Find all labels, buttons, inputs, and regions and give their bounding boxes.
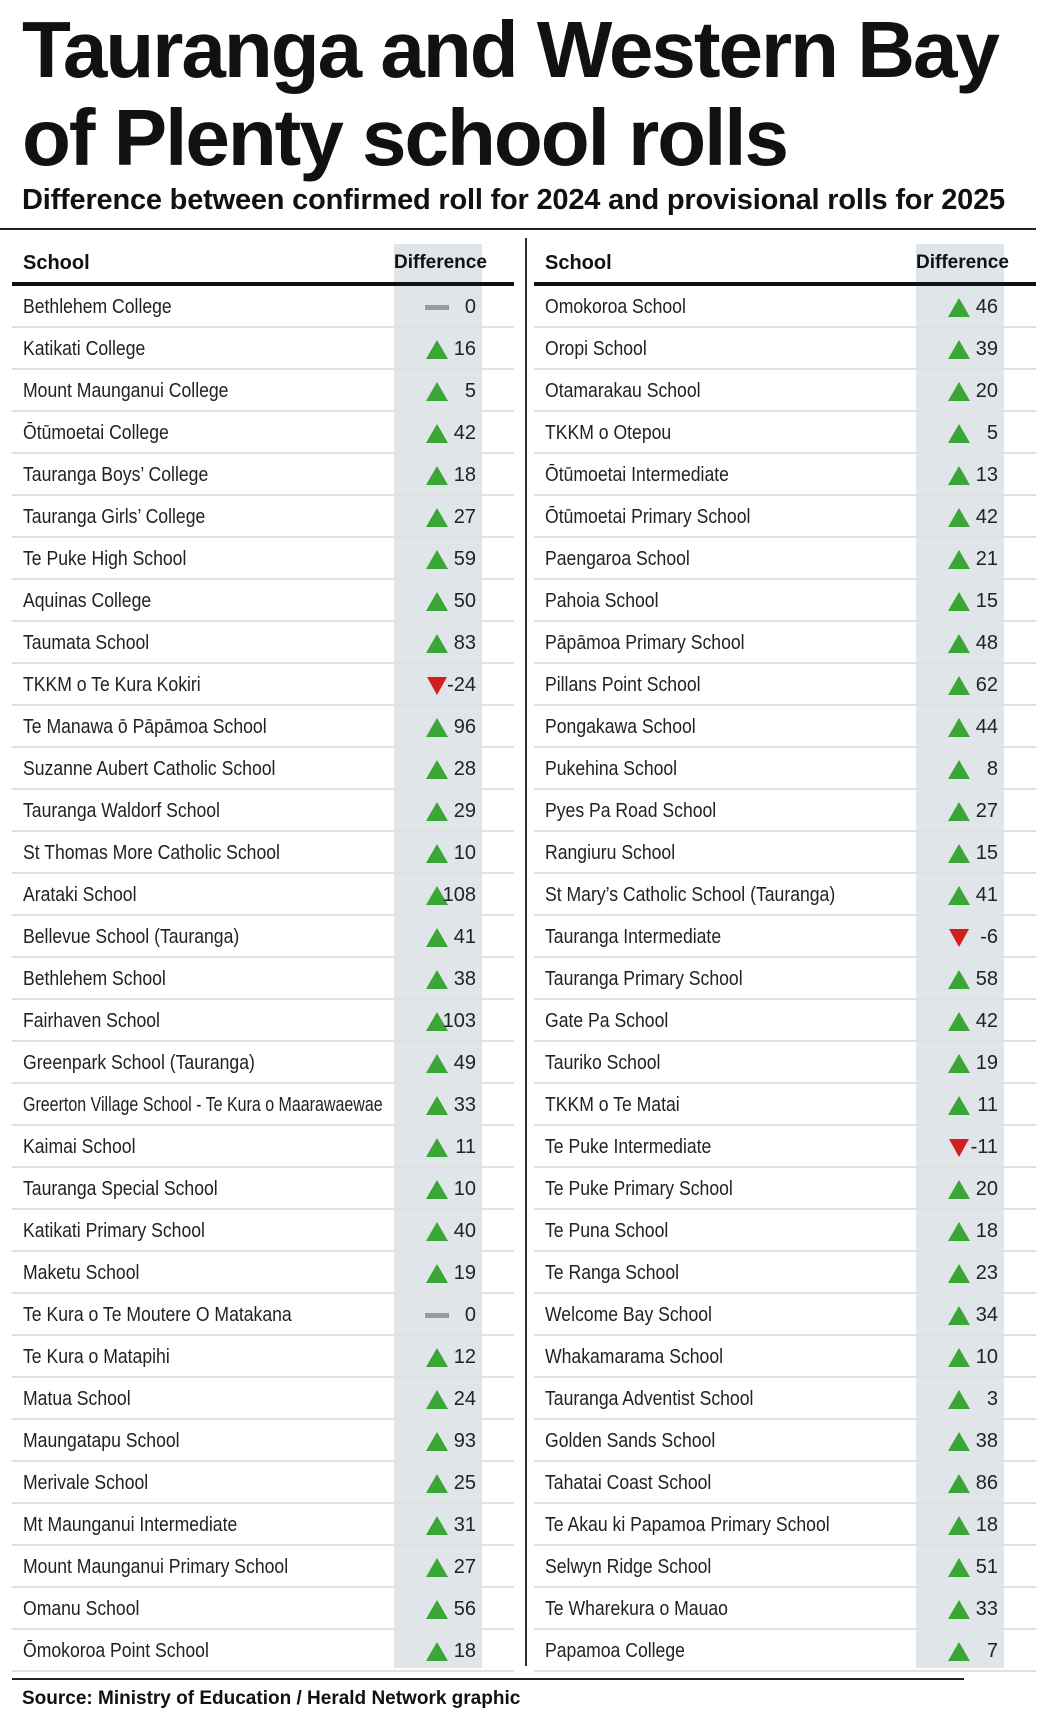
- triangle-up-icon: [425, 1222, 449, 1242]
- school-name: Tahatai Coast School: [545, 1472, 712, 1494]
- school-name: Te Manawa ō Pāpāmoa School: [23, 716, 267, 738]
- school-name: Ōtūmoetai Primary School: [545, 506, 751, 528]
- school-name: Maketu School: [23, 1262, 140, 1284]
- triangle-up-icon: [425, 844, 449, 864]
- difference-value: 0: [464, 1304, 476, 1326]
- triangle-up-icon: [425, 1600, 449, 1620]
- difference-value: 11: [455, 1136, 476, 1158]
- triangle-up-icon: [425, 928, 449, 948]
- table-rows-right: [534, 286, 1036, 1672]
- school-name: Suzanne Aubert Catholic School: [23, 758, 276, 780]
- school-name: Papamoa College: [545, 1640, 685, 1662]
- triangle-up-icon: [947, 676, 971, 696]
- triangle-up-icon: [425, 550, 449, 570]
- triangle-up-icon: [947, 802, 971, 822]
- difference-value: 62: [975, 674, 998, 696]
- table-row: [12, 580, 514, 622]
- difference-value: 11: [977, 1094, 998, 1116]
- school-name: Tauranga Primary School: [545, 968, 743, 990]
- school-name: Tauriko School: [545, 1052, 661, 1074]
- difference-value: 27: [453, 1556, 476, 1578]
- triangle-up-icon: [947, 298, 971, 318]
- school-name: Ōtūmoetai Intermediate: [545, 464, 729, 486]
- difference-value: 42: [453, 422, 476, 444]
- triangle-up-icon: [947, 1432, 971, 1452]
- table-row: [12, 1252, 514, 1294]
- triangle-up-icon: [947, 634, 971, 654]
- difference-value: 86: [975, 1472, 998, 1494]
- bottom-rule: [12, 1678, 964, 1680]
- school-name: Ōtūmoetai College: [23, 422, 169, 444]
- difference-value: 48: [975, 632, 998, 654]
- school-name: Te Puke High School: [23, 548, 187, 570]
- table-row: [12, 790, 514, 832]
- triangle-up-icon: [947, 1054, 971, 1074]
- table-row: [534, 748, 1036, 790]
- difference-value: 20: [975, 380, 998, 402]
- difference-value: 19: [453, 1262, 476, 1284]
- school-name: Tauranga Adventist School: [545, 1388, 754, 1410]
- difference-value: 50: [453, 590, 476, 612]
- table-row: [12, 1294, 514, 1336]
- difference-value: 5: [464, 380, 476, 402]
- triangle-up-icon: [947, 424, 971, 444]
- difference-value: -24: [447, 674, 476, 696]
- table-row: [534, 496, 1036, 538]
- triangle-up-icon: [947, 1012, 971, 1032]
- table-row: [12, 874, 514, 916]
- school-name: TKKM o Te Kura Kokiri: [23, 674, 201, 696]
- school-column-header: School: [23, 252, 90, 274]
- table-row: [12, 1378, 514, 1420]
- chart-subtitle: Difference between confirmed roll for 2024 and provisional rolls for 2025: [22, 184, 1005, 216]
- school-name: Greenpark School (Tauranga): [23, 1052, 255, 1074]
- triangle-up-icon: [947, 1306, 971, 1326]
- triangle-up-icon: [425, 1054, 449, 1074]
- triangle-up-icon: [947, 1096, 971, 1116]
- table-row: [534, 790, 1036, 832]
- table-row: [534, 622, 1036, 664]
- difference-column-header: Difference: [916, 252, 1009, 273]
- school-name: Fairhaven School: [23, 1010, 160, 1032]
- difference-value: 3: [986, 1388, 998, 1410]
- table-row: [12, 1588, 514, 1630]
- table-row: [12, 370, 514, 412]
- triangle-up-icon: [947, 1516, 971, 1536]
- triangle-up-icon: [947, 1180, 971, 1200]
- school-name: Te Puke Primary School: [545, 1178, 733, 1200]
- table-row: [12, 1000, 514, 1042]
- table-row: [534, 1630, 1036, 1672]
- difference-value: 16: [453, 338, 476, 360]
- school-name: Mount Maunganui Primary School: [23, 1556, 289, 1578]
- triangle-up-icon: [947, 718, 971, 738]
- school-name: Maungatapu School: [23, 1430, 180, 1452]
- table-rows-left: [12, 286, 514, 1672]
- difference-value: 18: [975, 1220, 998, 1242]
- table-row: [534, 1042, 1036, 1084]
- difference-value: 10: [975, 1346, 998, 1368]
- school-name: Tauranga Boys’ College: [23, 464, 209, 486]
- table-row: [534, 1084, 1036, 1126]
- difference-value: 27: [975, 800, 998, 822]
- triangle-up-icon: [425, 1432, 449, 1452]
- triangle-up-icon: [425, 802, 449, 822]
- table-row: [534, 454, 1036, 496]
- triangle-up-icon: [947, 1222, 971, 1242]
- school-name: Katikati Primary School: [23, 1220, 205, 1242]
- school-name: St Mary’s Catholic School (Tauranga): [545, 884, 836, 906]
- difference-value: 83: [453, 632, 476, 654]
- difference-value: 93: [453, 1430, 476, 1452]
- table-row: [534, 958, 1036, 1000]
- difference-value: 13: [975, 464, 998, 486]
- table-right: [534, 244, 1036, 1662]
- school-name: Mt Maunganui Intermediate: [23, 1514, 238, 1536]
- difference-value: 56: [453, 1598, 476, 1620]
- triangle-up-icon: [425, 1138, 449, 1158]
- table-row: [534, 1294, 1036, 1336]
- table-row: [534, 286, 1036, 328]
- table-row: [534, 1168, 1036, 1210]
- school-name: Pillans Point School: [545, 674, 701, 696]
- school-name: Te Kura o Te Moutere O Matakana: [23, 1304, 292, 1326]
- difference-value: 19: [975, 1052, 998, 1074]
- table-row: [534, 538, 1036, 580]
- difference-value: 18: [453, 1640, 476, 1662]
- school-name: Bellevue School (Tauranga): [23, 926, 240, 948]
- table-row: [12, 538, 514, 580]
- triangle-up-icon: [947, 1600, 971, 1620]
- school-name: Whakamarama School: [545, 1346, 724, 1368]
- table-row: [12, 1546, 514, 1588]
- triangle-up-icon: [425, 1642, 449, 1662]
- difference-value: 38: [975, 1430, 998, 1452]
- difference-value: 108: [442, 884, 476, 906]
- triangle-up-icon: [425, 1264, 449, 1284]
- school-name: Tauranga Waldorf School: [23, 800, 220, 822]
- table-row: [12, 1420, 514, 1462]
- difference-value: 12: [453, 1346, 476, 1368]
- school-name: Te Puna School: [545, 1220, 669, 1242]
- difference-value: 58: [975, 968, 998, 990]
- school-name: Kaimai School: [23, 1136, 136, 1158]
- triangle-up-icon: [947, 382, 971, 402]
- difference-value: 15: [975, 842, 998, 864]
- school-name: Otamarakau School: [545, 380, 701, 402]
- table-row: [12, 1630, 514, 1672]
- difference-column-header: Difference: [394, 252, 487, 273]
- school-name: Ōmokoroa Point School: [23, 1640, 209, 1662]
- table-row: [12, 286, 514, 328]
- triangle-up-icon: [947, 1558, 971, 1578]
- triangle-up-icon: [947, 1474, 971, 1494]
- school-name: Mount Maunganui College: [23, 380, 229, 402]
- school-name: Pyes Pa Road School: [545, 800, 717, 822]
- table-header: [12, 244, 514, 284]
- triangle-up-icon: [425, 1474, 449, 1494]
- school-name: Arataki School: [23, 884, 137, 906]
- school-name: Pongakawa School: [545, 716, 696, 738]
- table-row: [534, 874, 1036, 916]
- table-row: [534, 1126, 1036, 1168]
- difference-value: 41: [975, 884, 998, 906]
- school-name: TKKM o Te Matai: [545, 1094, 680, 1116]
- school-name: Gate Pa School: [545, 1010, 669, 1032]
- difference-value: 25: [453, 1472, 476, 1494]
- school-name: Omanu School: [23, 1598, 140, 1620]
- difference-value: 29: [453, 800, 476, 822]
- difference-value: 31: [453, 1514, 476, 1536]
- table-row: [12, 958, 514, 1000]
- triangle-up-icon: [947, 1264, 971, 1284]
- triangle-up-icon: [425, 340, 449, 360]
- chart-title: Tauranga and Western Bay of Plenty school rolls: [22, 5, 998, 182]
- difference-value: 49: [453, 1052, 476, 1074]
- school-name: Bethlehem School: [23, 968, 166, 990]
- difference-value: 51: [975, 1556, 998, 1578]
- school-name: Selwyn Ridge School: [545, 1556, 712, 1578]
- table-row: [534, 580, 1036, 622]
- triangle-up-icon: [947, 1390, 971, 1410]
- table-row: [12, 916, 514, 958]
- difference-value: 34: [975, 1304, 998, 1326]
- triangle-up-icon: [425, 508, 449, 528]
- triangle-up-icon: [425, 592, 449, 612]
- difference-value: 23: [975, 1262, 998, 1284]
- table-row: [534, 370, 1036, 412]
- triangle-up-icon: [425, 718, 449, 738]
- table-row: [12, 1210, 514, 1252]
- difference-value: 5: [986, 422, 998, 444]
- table-row: [12, 1084, 514, 1126]
- school-name: Te Ranga School: [545, 1262, 680, 1284]
- school-name: Rangiuru School: [545, 842, 676, 864]
- school-name: Taumata School: [23, 632, 150, 654]
- difference-value: 39: [975, 338, 998, 360]
- table-row: [12, 832, 514, 874]
- school-name: Greerton Village School - Te Kura o Maarawaewae: [23, 1094, 383, 1116]
- top-rule: [0, 228, 1036, 230]
- school-name: Pukehina School: [545, 758, 678, 780]
- difference-value: 24: [453, 1388, 476, 1410]
- triangle-up-icon: [425, 760, 449, 780]
- source-note: Source: Ministry of Education / Herald Network graphic: [22, 1688, 521, 1709]
- triangle-up-icon: [947, 760, 971, 780]
- triangle-up-icon: [425, 1180, 449, 1200]
- table-row: [12, 1168, 514, 1210]
- table-row: [12, 748, 514, 790]
- difference-value: 20: [975, 1178, 998, 1200]
- school-name: Paengaroa School: [545, 548, 690, 570]
- difference-value: 18: [975, 1514, 998, 1536]
- triangle-down-icon: [947, 928, 971, 948]
- triangle-down-icon: [947, 1138, 971, 1158]
- triangle-up-icon: [425, 1390, 449, 1410]
- difference-value: 0: [464, 296, 476, 318]
- school-name: Aquinas College: [23, 590, 152, 612]
- table-row: [12, 1336, 514, 1378]
- table-row: [12, 412, 514, 454]
- school-name: Te Kura o Matapihi: [23, 1346, 170, 1368]
- difference-value: 46: [975, 296, 998, 318]
- triangle-up-icon: [425, 970, 449, 990]
- table-row: [534, 1000, 1036, 1042]
- school-name: Tauranga Intermediate: [545, 926, 722, 948]
- difference-value: 27: [453, 506, 476, 528]
- difference-value: 15: [975, 590, 998, 612]
- dash-icon: [425, 1306, 449, 1326]
- difference-value: 8: [986, 758, 998, 780]
- table-row: [12, 622, 514, 664]
- difference-value: 28: [453, 758, 476, 780]
- triangle-up-icon: [947, 508, 971, 528]
- table-row: [534, 1588, 1036, 1630]
- triangle-up-icon: [425, 1516, 449, 1536]
- difference-value: 59: [453, 548, 476, 570]
- school-name: Omokoroa School: [545, 296, 686, 318]
- difference-value: 33: [453, 1094, 476, 1116]
- table-row: [534, 1252, 1036, 1294]
- triangle-up-icon: [947, 1348, 971, 1368]
- difference-value: 103: [442, 1010, 476, 1032]
- table-row: [534, 412, 1036, 454]
- triangle-up-icon: [425, 634, 449, 654]
- difference-value: 7: [986, 1640, 998, 1662]
- school-column-header: School: [545, 252, 612, 274]
- difference-value: 42: [975, 1010, 998, 1032]
- triangle-up-icon: [947, 1642, 971, 1662]
- triangle-down-icon: [425, 676, 449, 696]
- school-name: Katikati College: [23, 338, 146, 360]
- school-name: Te Akau ki Papamoa Primary School: [545, 1514, 830, 1536]
- difference-value: 96: [453, 716, 476, 738]
- school-name: Te Wharekura o Mauao: [545, 1598, 728, 1620]
- school-name: Golden Sands School: [545, 1430, 716, 1452]
- column-divider: [525, 238, 527, 1666]
- table-row: [12, 1126, 514, 1168]
- table-row: [12, 496, 514, 538]
- difference-value: -11: [970, 1136, 998, 1158]
- table-row: [534, 706, 1036, 748]
- school-name: Pahoia School: [545, 590, 659, 612]
- school-name: TKKM o Otepou: [545, 422, 672, 444]
- triangle-up-icon: [425, 466, 449, 486]
- table-row: [534, 832, 1036, 874]
- difference-value: 10: [453, 1178, 476, 1200]
- table-row: [534, 1462, 1036, 1504]
- triangle-up-icon: [425, 424, 449, 444]
- table-row: [12, 1042, 514, 1084]
- school-name: Tauranga Special School: [23, 1178, 218, 1200]
- triangle-up-icon: [947, 340, 971, 360]
- difference-value: 42: [975, 506, 998, 528]
- triangle-up-icon: [947, 886, 971, 906]
- school-name: St Thomas More Catholic School: [23, 842, 280, 864]
- school-name: Oropi School: [545, 338, 647, 360]
- dash-icon: [425, 298, 449, 318]
- school-name: Bethlehem College: [23, 296, 172, 318]
- school-name: Merivale School: [23, 1472, 149, 1494]
- table-row: [12, 1462, 514, 1504]
- table-left: [12, 244, 514, 1662]
- triangle-up-icon: [947, 970, 971, 990]
- difference-value: 40: [453, 1220, 476, 1242]
- table-header: [534, 244, 1036, 284]
- table-row: [534, 1420, 1036, 1462]
- difference-value: 21: [975, 548, 998, 570]
- table-row: [534, 664, 1036, 706]
- difference-value: 38: [453, 968, 476, 990]
- triangle-up-icon: [947, 550, 971, 570]
- school-name: Te Puke Intermediate: [545, 1136, 712, 1158]
- table-row: [12, 454, 514, 496]
- table-row: [12, 706, 514, 748]
- table-row: [534, 1546, 1036, 1588]
- table-row: [534, 1378, 1036, 1420]
- triangle-up-icon: [425, 382, 449, 402]
- triangle-up-icon: [947, 844, 971, 864]
- triangle-up-icon: [947, 592, 971, 612]
- triangle-up-icon: [425, 1558, 449, 1578]
- triangle-up-icon: [425, 1348, 449, 1368]
- school-name: Pāpāmoa Primary School: [545, 632, 745, 654]
- table-row: [12, 1504, 514, 1546]
- difference-value: 44: [975, 716, 998, 738]
- school-name: Welcome Bay School: [545, 1304, 712, 1326]
- difference-value: -6: [980, 926, 998, 948]
- school-name: Matua School: [23, 1388, 131, 1410]
- difference-value: 10: [453, 842, 476, 864]
- triangle-up-icon: [947, 466, 971, 486]
- table-row: [534, 1210, 1036, 1252]
- table-row: [12, 328, 514, 370]
- difference-value: 18: [453, 464, 476, 486]
- table-row: [12, 664, 514, 706]
- school-name: Tauranga Girls’ College: [23, 506, 206, 528]
- table-row: [534, 1336, 1036, 1378]
- triangle-up-icon: [425, 1096, 449, 1116]
- table-row: [534, 1504, 1036, 1546]
- table-row: [534, 328, 1036, 370]
- table-row: [534, 916, 1036, 958]
- difference-value: 33: [975, 1598, 998, 1620]
- difference-value: 41: [453, 926, 476, 948]
